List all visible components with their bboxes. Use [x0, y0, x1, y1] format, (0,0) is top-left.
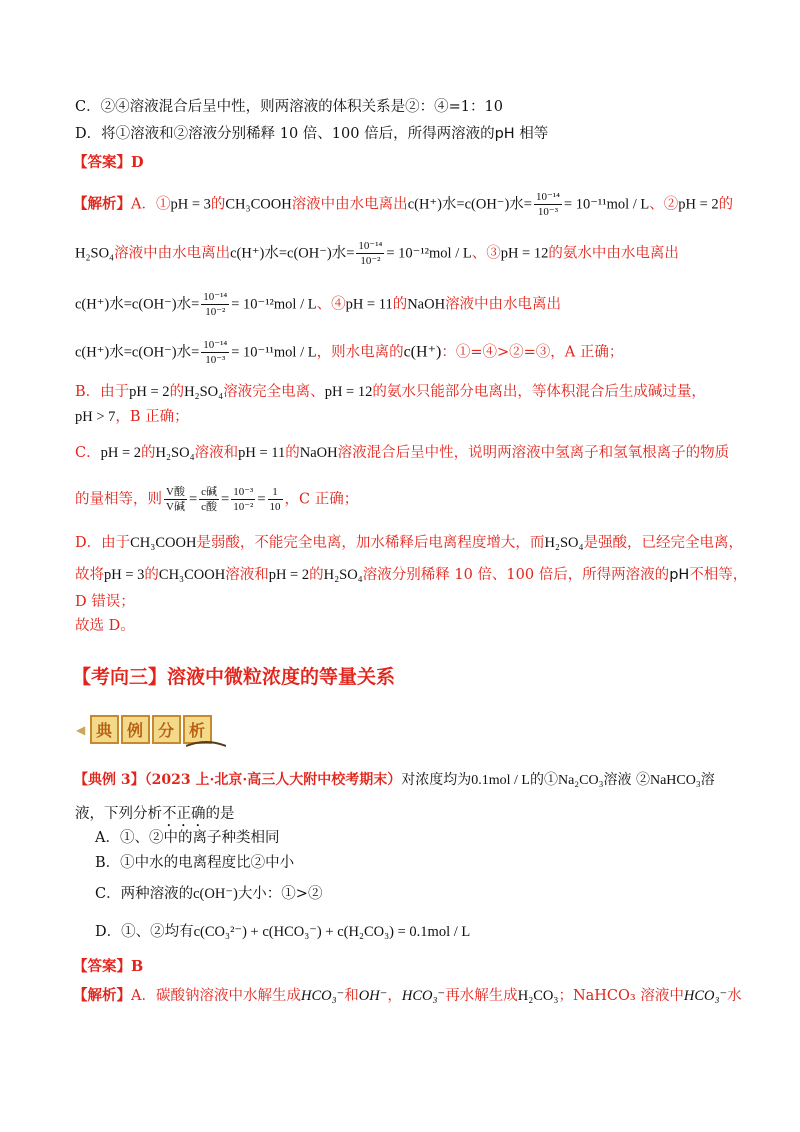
- ph12: pH = 12: [324, 384, 373, 400]
- a3-text-b: 和: [344, 988, 359, 1004]
- fraction-3: [201, 290, 229, 319]
- c-line2-a: 的量相等，则: [75, 491, 162, 508]
- a3-text-a: A．碳酸钠溶液中水解生成: [131, 988, 301, 1004]
- h2so4: H₂SO₄: [544, 535, 584, 551]
- hco3-c: HCO₃⁻: [683, 988, 728, 1004]
- exp-num: 10⁻³: [233, 486, 254, 498]
- ch3cooh: CH₃COOH: [225, 196, 292, 213]
- one: 1: [268, 485, 283, 500]
- fraction-v: [164, 485, 187, 514]
- naoh: NaOH: [299, 445, 338, 461]
- c-acid: c酸: [201, 501, 218, 513]
- circle3: 、③: [471, 245, 501, 262]
- option-a-text: A．①、②中的离子种类相同: [95, 830, 280, 846]
- b-text-b: 的: [169, 384, 185, 400]
- answer-label: 【答案】: [73, 958, 131, 975]
- conclusion-prefix: ，则水电离的: [316, 344, 404, 361]
- option-d-a: D．①、②均有: [95, 924, 194, 940]
- h2so4: H₂SO₄: [75, 245, 115, 262]
- ten: 10: [269, 501, 281, 513]
- answer-3: [73, 957, 740, 977]
- stem-d: 溶: [700, 772, 715, 788]
- option-d-suffix: 相等: [514, 126, 549, 142]
- example-3-line-2: [75, 804, 740, 830]
- c-h-water: c(H⁺)水=c(OH⁻)水: [75, 296, 192, 313]
- line2-a: 液，下列分析: [75, 806, 162, 822]
- ch3cooh: CH₃COOH: [158, 567, 226, 583]
- final-text: 故选 D。: [75, 618, 135, 634]
- banner-char-3: 分: [152, 715, 181, 744]
- example-3-option-d: [95, 922, 740, 942]
- d2-text-c: 溶液和: [225, 567, 269, 583]
- c-text-d: 的: [285, 445, 300, 461]
- fraction-result: [268, 485, 283, 514]
- d2-ph: pH: [669, 567, 690, 583]
- option-c-top: [75, 97, 740, 117]
- ph11: pH = 11: [238, 445, 286, 461]
- ph2: pH = 2: [268, 567, 310, 583]
- analysis-1-line-1: 【解析】A．①pH = 3的CH₃COOH溶液中由水电离出c(H⁺)水=c(OH⁻)水= $\frac{\text{10⁻¹⁴}}{\text{10⁻³}}$ = 10⁻¹¹mol / L、②pH = 2的: [73, 191, 734, 218]
- c-text-a: C．: [75, 445, 101, 461]
- analysis-c-line-2: 的量相等，则 $\frac{\text{V酸}}{\text{V碱}}$ = $\frac{\text{c碱}}{\text{c酸}}$ = $\frac{\text{10⁻³}}{\text{10⁻²}}$ = $\frac{1}{10}$ ，C 正确；: [75, 486, 359, 513]
- analysis-1-line-4: c(H⁺)水=c(OH⁻)水= $\frac{\text{10⁻¹⁴}}{\text{10⁻³}}$ = 10⁻¹¹mol / L，则水电离的c(H⁺)：①=④>②=③，A 正确；: [75, 339, 624, 366]
- frac-num: 10⁻¹⁴: [203, 291, 228, 303]
- h2so4: H₂SO₄: [323, 567, 363, 583]
- b-text-d: 的氨水只能部分电离出，等体积混合后生成碱过量，: [372, 384, 706, 400]
- h2co3: H₂CO₃: [517, 988, 559, 1004]
- fraction-1: [534, 190, 562, 219]
- frac-den: 10⁻²: [360, 255, 381, 267]
- concentration: 0.1mol / L: [471, 773, 530, 788]
- v-acid: V酸: [166, 486, 185, 498]
- water-text: 溶液中由水电离出: [291, 196, 408, 213]
- result-12: = 10⁻¹²mol / L: [386, 245, 472, 262]
- emphasis-not-correct: 不正确: [162, 806, 206, 822]
- option-c-b: 大小：①>②: [237, 886, 323, 902]
- analysis-1-line-2: H₂SO₄溶液中由水电离出c(H⁺)水=c(OH⁻)水= $\frac{\text{10⁻¹⁴}}{\text{10⁻²}}$ = 10⁻¹²mol / L、③pH = 12的氨水中由水电离出: [75, 240, 679, 267]
- text-de: 的: [718, 196, 734, 213]
- v-base: V碱: [166, 501, 185, 513]
- fraction-4: [201, 338, 229, 367]
- stem-c: 溶液 ②: [603, 772, 650, 788]
- a3-text-f: 水: [727, 988, 742, 1004]
- analysis-b-line-1: [75, 382, 740, 402]
- fraction-exp: [231, 485, 255, 514]
- analysis-c-line-1: [75, 443, 740, 463]
- ph-gt7: pH > 7: [75, 409, 116, 425]
- analysis-b-line-2: [75, 407, 740, 427]
- d-text-b: 是弱酸，不能完全电离，加水稀释后电离程度增大，而: [196, 535, 545, 551]
- d2-text-f: 不相等，: [689, 567, 748, 583]
- example-3-option-a: [95, 828, 740, 848]
- analysis-a-intro: A．①: [131, 196, 171, 213]
- stem-b: 的①: [529, 772, 558, 788]
- analysis-label: 【解析】: [73, 195, 131, 213]
- example-source: （2023 上·北京·高三人大附中校考期末）: [144, 772, 402, 788]
- c-text-c: 溶液和: [194, 445, 239, 461]
- frac-num: 10⁻¹⁴: [535, 191, 560, 203]
- option-b-text: B．①中水的电离程度比②中小: [95, 855, 295, 871]
- d2-text-d: 的: [309, 567, 324, 583]
- line2-b: 的是: [205, 806, 235, 822]
- b-line2: ，B 正确；: [115, 409, 189, 425]
- ph11: pH = 11: [345, 296, 393, 313]
- option-d-equation: c(CO₃²⁻) + c(HCO₃⁻) + c(H₂CO₃) = 0.1mol / L: [193, 924, 471, 940]
- result-11: = 10⁻¹¹mol / L: [563, 196, 650, 213]
- stem-a: 对浓度均为: [401, 772, 472, 788]
- banner-char-1: 典: [90, 715, 119, 744]
- hco3-b: HCO₃⁻: [401, 988, 446, 1004]
- frac-num: 10⁻¹⁴: [203, 339, 228, 351]
- nahco3: NaHCO₃: [649, 773, 701, 788]
- analysis-3-line-1: [73, 986, 740, 1006]
- c-h-water: c(H⁺)水=c(OH⁻)水: [75, 344, 192, 361]
- ch3cooh: CH₃COOH: [130, 535, 197, 551]
- option-d-ph: pH: [494, 126, 515, 142]
- analysis-d-line-2: [75, 565, 748, 585]
- option-d-text: D．将①溶液和②溶液分别稀释 10 倍、100 倍后，所得两溶液的: [75, 126, 495, 142]
- d3-text: D 错误；: [75, 594, 135, 610]
- frac-den: 10⁻³: [205, 354, 226, 366]
- ammonia-text: 的氨水中由水电离出: [548, 245, 679, 262]
- ph3: pH = 3: [170, 196, 211, 213]
- ph2: pH = 2: [678, 196, 719, 213]
- d2-text-b: 的: [144, 567, 159, 583]
- answer-1: [73, 153, 740, 173]
- option-d-top: [75, 124, 740, 144]
- analysis-label: 【解析】: [73, 987, 131, 1004]
- c-h-plus: c(H⁺): [403, 343, 442, 361]
- c-text-e: 溶液混合后呈中性，说明两溶液中氢离子和氢氧根离子的物质: [337, 445, 730, 461]
- result-11: = 10⁻¹¹mol / L: [231, 344, 317, 361]
- banner-char-4: 析: [183, 715, 212, 744]
- c-h-water: c(H⁺)水=c(OH⁻)水: [230, 245, 347, 262]
- example-3-option-b: [95, 853, 740, 873]
- speaker-icon: ◀: [76, 723, 86, 737]
- example-label: 【典例 3】: [74, 772, 145, 788]
- oh: OH⁻: [358, 988, 388, 1004]
- naoh: NaOH: [407, 296, 446, 313]
- section-heading: 【考向三】溶液中微粒浓度的等量关系: [72, 666, 396, 688]
- water-text: 溶液中由水电离出: [114, 245, 231, 262]
- frac-num: 10⁻¹⁴: [358, 240, 383, 252]
- c-text-b: 的: [141, 445, 156, 461]
- circle4: 、④: [316, 296, 346, 313]
- d2-text-a: 故将: [75, 567, 104, 583]
- text-de: 的: [392, 296, 408, 313]
- banner-swoosh-icon: [186, 740, 226, 748]
- h2so4: H₂SO₄: [155, 445, 195, 461]
- option-c-a: C．两种溶液的: [95, 886, 194, 902]
- example-3-line-1: [74, 770, 740, 791]
- ph2: pH = 2: [100, 445, 142, 461]
- d2-text-e: 溶液分别稀释 10 倍、100 倍后，所得两溶液的: [362, 567, 670, 583]
- a3-text-d: 再水解生成: [445, 988, 518, 1004]
- ph12: pH = 12: [500, 245, 549, 262]
- b-text-a: B．由于: [75, 384, 130, 400]
- frac-den: 10⁻³: [537, 206, 558, 218]
- fraction-2: [356, 239, 384, 268]
- fraction-c: [199, 485, 219, 514]
- ph2: pH = 2: [129, 384, 170, 400]
- example-3-option-c: [95, 884, 740, 904]
- water-text-2: 溶液中由水电离出: [445, 296, 562, 313]
- analysis-d-line-3: [75, 592, 740, 612]
- ph3: pH = 3: [104, 567, 145, 583]
- d-text-a: D．由于: [75, 535, 131, 551]
- circle2: 、②: [649, 196, 679, 213]
- analysis-final: [75, 616, 740, 636]
- analysis-1-line-3: c(H⁺)水=c(OH⁻)水= $\frac{\text{10⁻¹⁴}}{\text{10⁻²}}$ = 10⁻¹²mol / L、④pH = 11的NaOH溶液中由水电离出: [75, 291, 562, 318]
- d-text-c: 是强酸，已经完全电离，: [583, 535, 744, 551]
- answer-value: B: [131, 958, 144, 975]
- option-c-text: C．②④溶液混合后呈中性，则两溶液的体积关系是②：④=1：10: [75, 99, 503, 115]
- banner-char-2: 例: [121, 715, 150, 744]
- a3-text-e: ；NaHCO₃ 溶液中: [558, 988, 684, 1004]
- a3-text-c: ，: [387, 988, 402, 1004]
- hco3: HCO₃⁻: [300, 988, 345, 1004]
- option-c-oh: c(OH⁻): [193, 886, 238, 902]
- result-12: = 10⁻¹²mol / L: [231, 296, 317, 313]
- analysis-d-line-1: [75, 533, 744, 553]
- answer-label: 【答案】: [73, 154, 131, 171]
- conclusion: ：①=④>②=③，A 正确；: [441, 344, 624, 361]
- h2so4: H₂SO₄: [184, 384, 224, 400]
- answer-value: D: [131, 154, 144, 171]
- b-text-c: 溶液完全电离、: [223, 384, 325, 400]
- c-base: c碱: [201, 486, 218, 498]
- text-de: 的: [210, 196, 226, 213]
- c-h-water: c(H⁺)水=c(OH⁻)水: [407, 196, 524, 213]
- exp-den: 10⁻²: [233, 501, 254, 513]
- c-line2-b: ，C 正确；: [284, 491, 359, 508]
- frac-den: 10⁻²: [205, 306, 226, 318]
- na2co3: Na₂CO₃: [557, 773, 604, 788]
